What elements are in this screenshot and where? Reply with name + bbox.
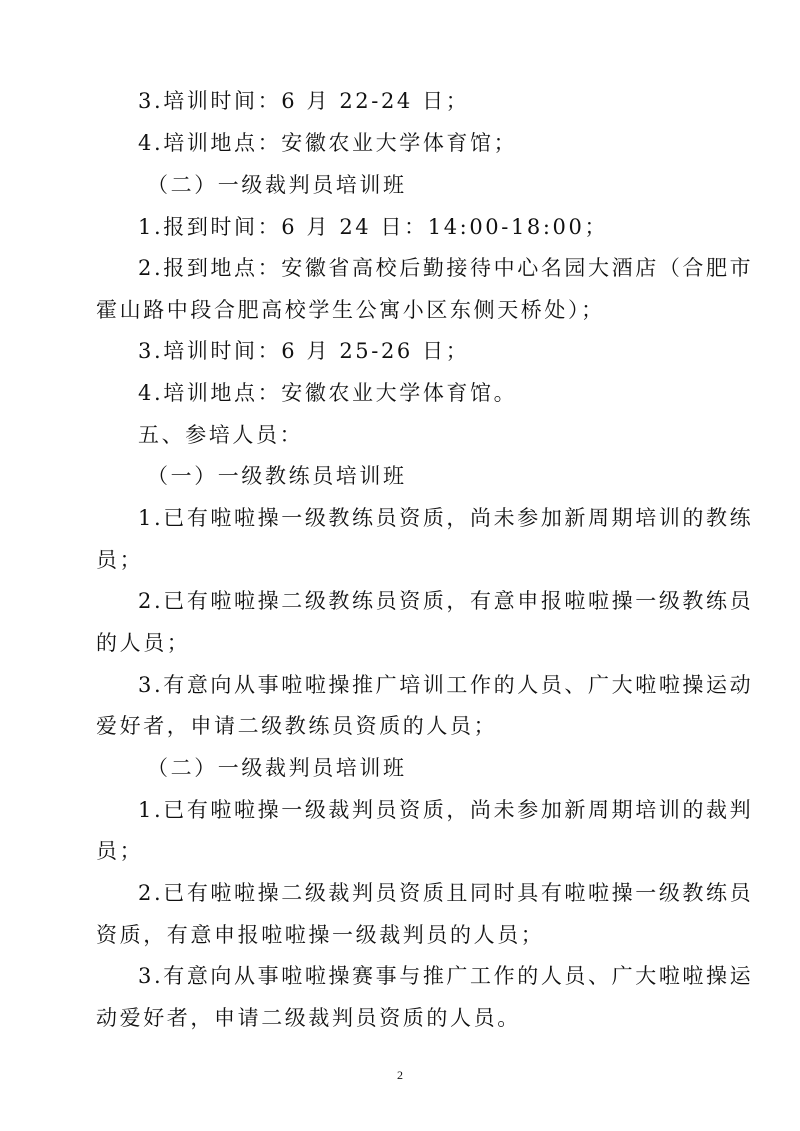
text-line: 4.培训地点：安徽农业大学体育馆； (138, 131, 518, 155)
section-heading: （一）一级教练员培训班 (147, 464, 407, 488)
text-line: 2.已有啦啦操二级裁判员资质且同时具有啦啦操一级教练员 (138, 881, 754, 905)
text-line: 2.已有啦啦操二级教练员资质，有意申报啦啦操一级教练员 (138, 589, 754, 613)
text-line: 员； (96, 548, 144, 572)
text-line: 1.已有啦啦操一级裁判员资质，尚未参加新周期培训的裁判 (138, 798, 754, 822)
text-line: 动爱好者，申请二级裁判员资质的人员。 (96, 1006, 521, 1030)
text-line: 的人员； (96, 631, 191, 655)
text-line: 3.培训时间：6 月 22-24 日； (138, 89, 470, 113)
text-line: 资质，有意申报啦啦操一级裁判员的人员； (96, 923, 545, 947)
section-heading: （二）一级裁判员培训班 (147, 173, 407, 197)
text-line: 1.报到时间：6 月 24 日：14:00-18:00； (138, 215, 609, 239)
text-line: 2.报到地点：安徽省高校后勤接待中心名园大酒店（合肥市 (138, 256, 754, 280)
section-heading: 五、参培人员： (138, 423, 304, 447)
page-number: 2 (397, 1068, 403, 1082)
section-heading: （二）一级裁判员培训班 (147, 756, 407, 780)
text-line: 霍山路中段合肥高校学生公寓小区东侧天桥处）； (96, 298, 605, 322)
text-line: 1.已有啦啦操一级教练员资质，尚未参加新周期培训的教练 (138, 506, 754, 530)
text-line: 3.有意向从事啦啦操赛事与推广工作的人员、广大啦啦操运 (138, 964, 754, 988)
text-line: 员； (96, 839, 144, 863)
text-line: 3.培训时间：6 月 25-26 日； (138, 339, 470, 363)
text-line: 3.有意向从事啦啦操推广培训工作的人员、广大啦啦操运动 (138, 673, 754, 697)
text-line: 爱好者，申请二级教练员资质的人员； (96, 714, 498, 738)
text-line: 4.培训地点：安徽农业大学体育馆。 (138, 381, 518, 405)
